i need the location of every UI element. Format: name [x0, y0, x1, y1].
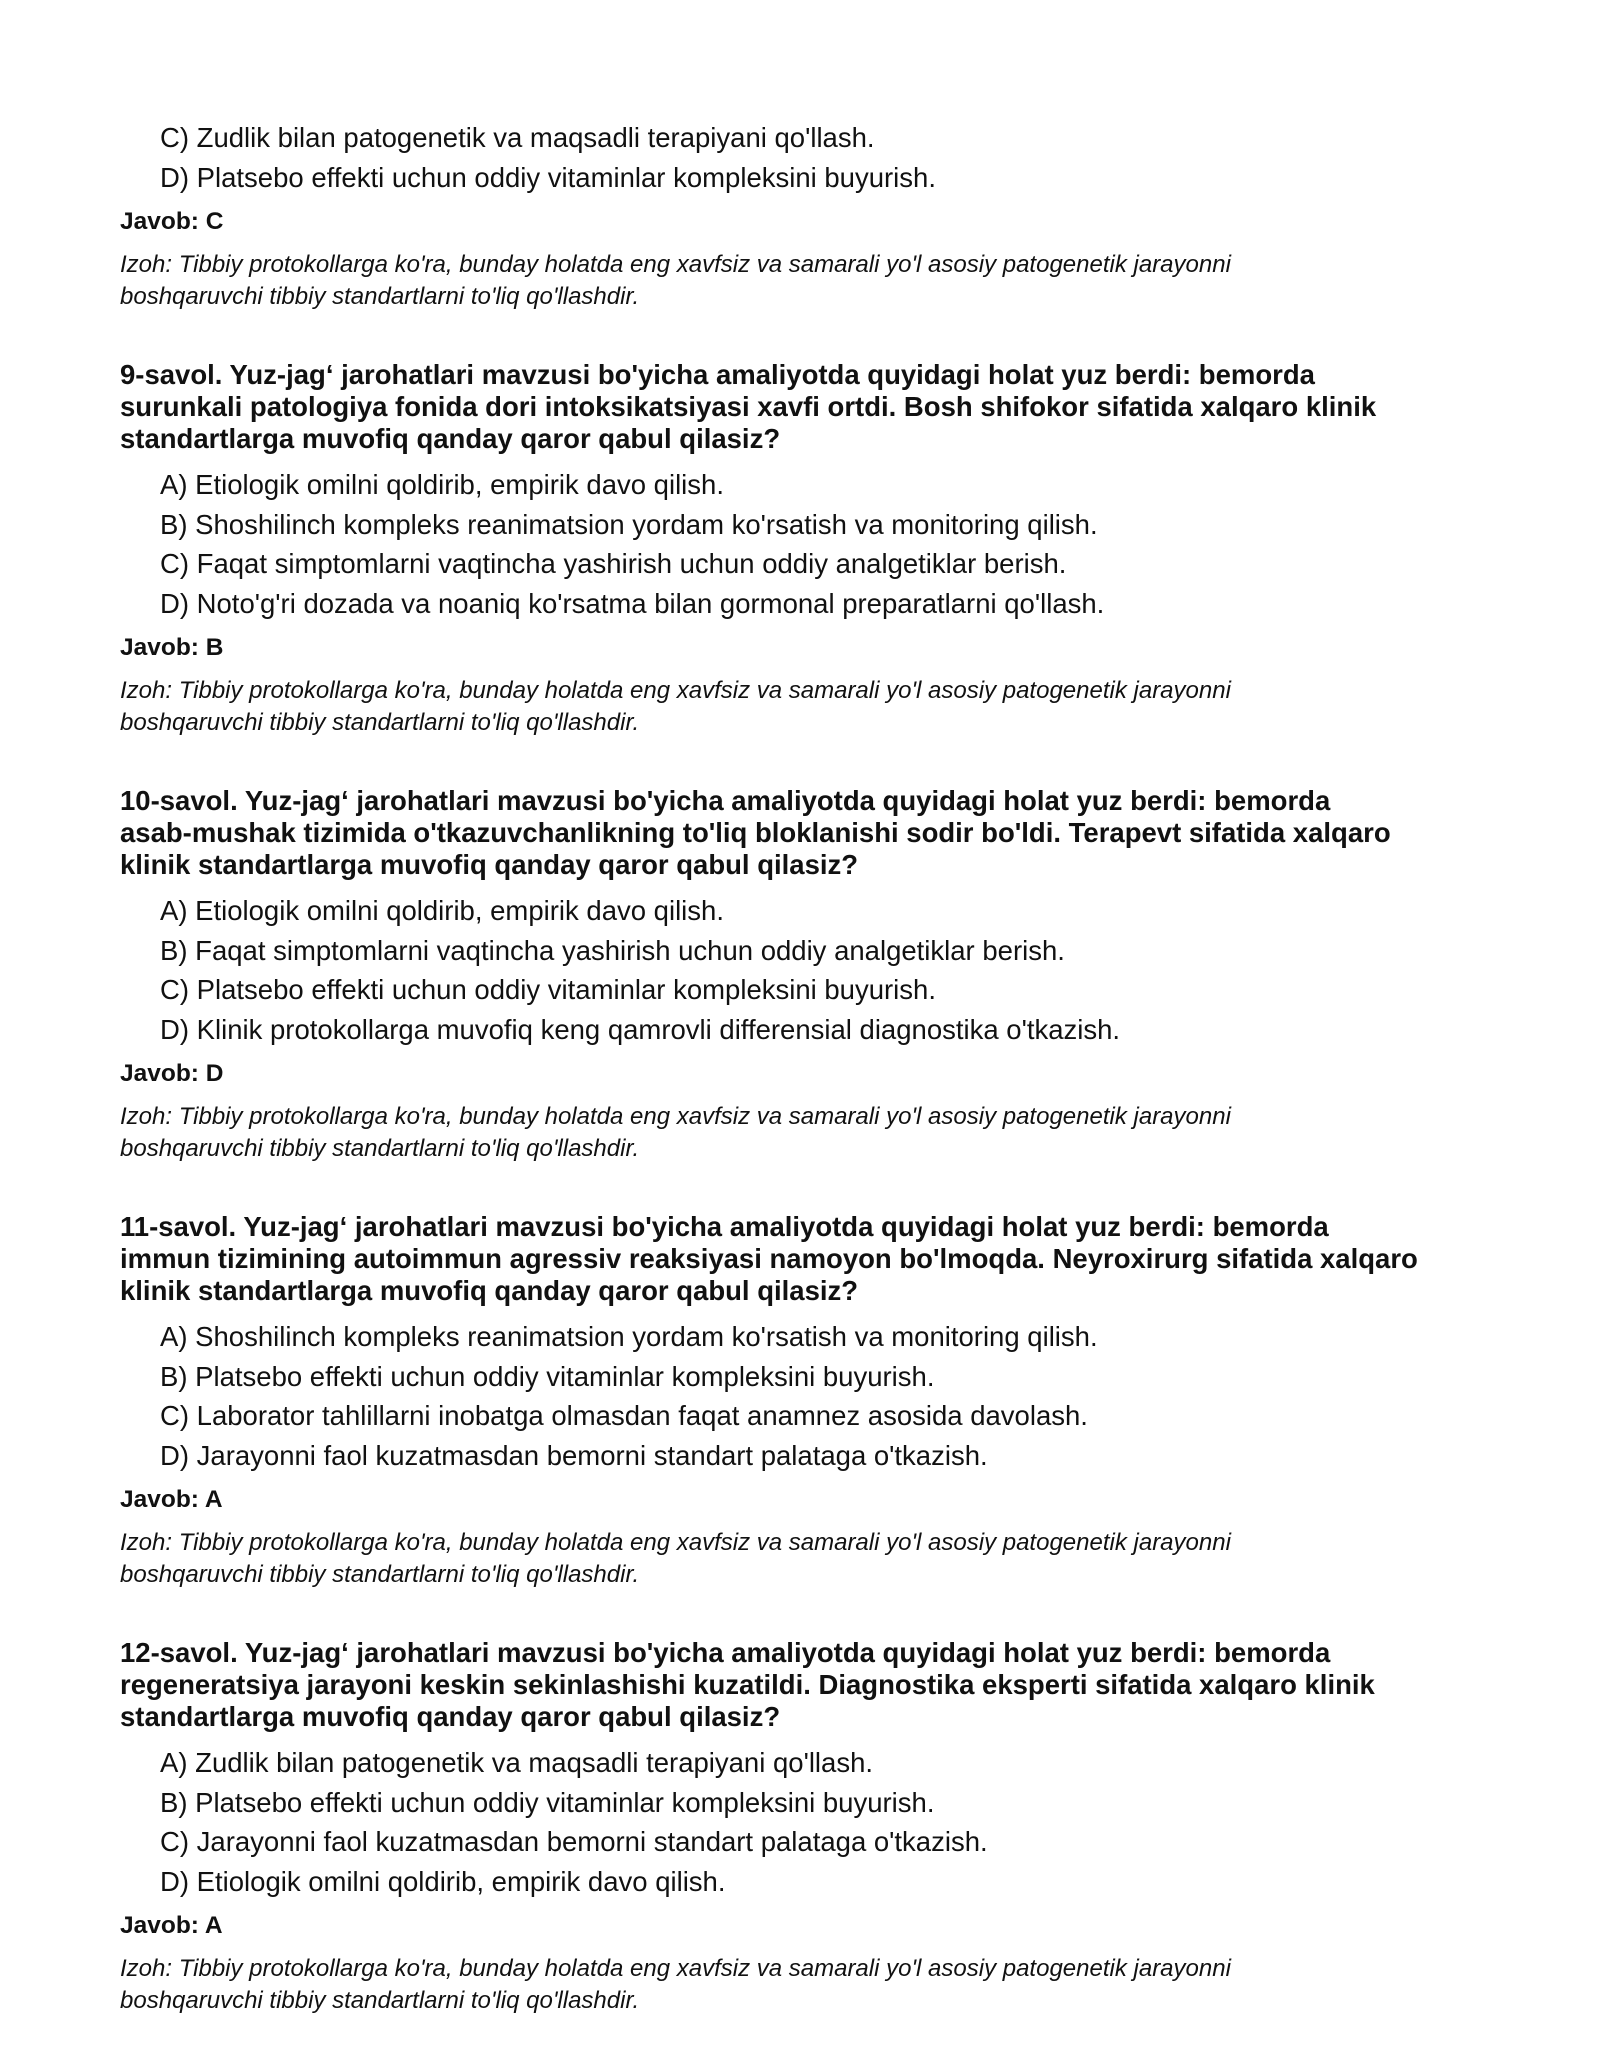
note-line: boshqaruvchi tibbiy standartlarni to'liq qo'llashdir. [120, 283, 640, 310]
option-a: A) Etiologik omilni qoldirib, empirik davo qilish. [160, 895, 724, 926]
explanation-note [120, 675, 1510, 739]
question-text [120, 1637, 1510, 1733]
option-c: C) Faqat simptomlarni vaqtincha yashirish uchun oddiy analgetiklar berish. [160, 548, 1067, 579]
question-line: standartlarga muvofiq qanday qaror qabul qilasiz? [120, 1701, 781, 1732]
answer: Javob: B [120, 634, 224, 661]
answer: Javob: A [120, 1486, 223, 1513]
answer: Javob: C [120, 208, 224, 235]
explanation-note [120, 249, 1510, 313]
option-c: C) Jarayonni faol kuzatmasdan bemorni standart palataga o'tkazish. [160, 1826, 988, 1857]
option-a: A) Zudlik bilan patogenetik va maqsadli terapiyani qo'llash. [160, 1747, 874, 1778]
document-page [120, 118, 1510, 2017]
question-line: surunkali patologiya fonida dori intoksikatsiyasi xavfi ortdi. Bosh shifokor sifatida xalqaro klinik [120, 391, 1377, 422]
question-line: klinik standartlarga muvofiq qanday qaror qabul qilasiz? [120, 1275, 859, 1306]
option-b: B) Platsebo effekti uchun oddiy vitaminlar kompleksini buyurish. [160, 1360, 935, 1392]
question-line: 10-savol. Yuz-jag‘ jarohatlari mavzusi bo'yicha amaliyotda quyidagi holat yuz berdi: bemorda [120, 785, 1331, 816]
note-line: Izoh: Tibbiy protokollarga ko'ra, bunday holatda eng xavfsiz va samarali yo'l asosiy patogenetik jarayonni [120, 251, 1231, 278]
question-line: regeneratsiya jarayoni keskin sekinlashishi kuzatildi. Diagnostika eksperti sifatida xalqaro klinik [120, 1669, 1375, 1700]
question-line: klinik standartlarga muvofiq qanday qaror qabul qilasiz? [120, 849, 859, 880]
option-b: B) Platsebo effekti uchun oddiy vitaminlar kompleksini buyurish. [160, 1786, 935, 1818]
answer: Javob: A [120, 1912, 223, 1939]
option-d: D) Etiologik omilni qoldirib, empirik davo qilish. [160, 1865, 726, 1897]
explanation-note [120, 1953, 1510, 2017]
option-c: C) Zudlik bilan patogenetik va maqsadli terapiyani qo'llash. [160, 122, 875, 153]
option-b: B) Shoshilinch kompleks reanimatsion yordam ko'rsatish va monitoring qilish. [160, 508, 1098, 540]
question-text [120, 785, 1510, 881]
option-b: B) Faqat simptomlarni vaqtincha yashirish uchun oddiy analgetiklar berish. [160, 934, 1065, 966]
note-line: Izoh: Tibbiy protokollarga ko'ra, bunday holatda eng xavfsiz va samarali yo'l asosiy patogenetik jarayonni [120, 1955, 1231, 1982]
question-line: 11-savol. Yuz-jag‘ jarohatlari mavzusi bo'yicha amaliyotda quyidagi holat yuz berdi: bemorda [120, 1211, 1329, 1242]
question-block-10 [120, 785, 1510, 1165]
note-line: boshqaruvchi tibbiy standartlarni to'liq qo'llashdir. [120, 1987, 640, 2014]
answer: Javob: D [120, 1060, 224, 1087]
question-line: 9-savol. Yuz-jag‘ jarohatlari mavzusi bo'yicha amaliyotda quyidagi holat yuz berdi: bemorda [120, 359, 1315, 390]
question-text [120, 359, 1510, 455]
option-a: A) Etiologik omilni qoldirib, empirik davo qilish. [160, 469, 724, 500]
question-line: standartlarga muvofiq qanday qaror qabul qilasiz? [120, 423, 781, 454]
question-line: immun tizimining autoimmun agressiv reaksiyasi namoyon bo'lmoqda. Neyroxirurg sifatida xalqaro [120, 1243, 1418, 1274]
option-d: D) Platsebo effekti uchun oddiy vitaminlar kompleksini buyurish. [160, 161, 936, 193]
question-block-8 [120, 118, 1510, 313]
note-line: boshqaruvchi tibbiy standartlarni to'liq qo'llashdir. [120, 1561, 640, 1588]
question-line: asab-mushak tizimida o'tkazuvchanlikning to'liq bloklanishi sodir bo'ldi. Terapevt sifatida xalqaro [120, 817, 1391, 848]
note-line: Izoh: Tibbiy protokollarga ko'ra, bunday holatda eng xavfsiz va samarali yo'l asosiy patogenetik jarayonni [120, 1103, 1231, 1130]
option-d: D) Jarayonni faol kuzatmasdan bemorni standart palataga o'tkazish. [160, 1439, 988, 1471]
question-line: 12-savol. Yuz-jag‘ jarohatlari mavzusi bo'yicha amaliyotda quyidagi holat yuz berdi: bemorda [120, 1637, 1331, 1668]
option-c: C) Platsebo effekti uchun oddiy vitaminlar kompleksini buyurish. [160, 974, 936, 1005]
note-line: Izoh: Tibbiy protokollarga ko'ra, bunday holatda eng xavfsiz va samarali yo'l asosiy patogenetik jarayonni [120, 677, 1231, 704]
question-block-12 [120, 1637, 1510, 2017]
option-d: D) Noto'g'ri dozada va noaniq ko'rsatma bilan gormonal preparatlarni qo'llash. [160, 587, 1105, 619]
note-line: boshqaruvchi tibbiy standartlarni to'liq qo'llashdir. [120, 709, 640, 736]
explanation-note [120, 1101, 1510, 1165]
question-text [120, 1211, 1510, 1307]
option-c: C) Laborator tahlillarni inobatga olmasdan faqat anamnez asosida davolash. [160, 1400, 1088, 1431]
question-block-11 [120, 1211, 1510, 1591]
option-a: A) Shoshilinch kompleks reanimatsion yordam ko'rsatish va monitoring qilish. [160, 1321, 1098, 1352]
explanation-note [120, 1527, 1510, 1591]
note-line: Izoh: Tibbiy protokollarga ko'ra, bunday holatda eng xavfsiz va samarali yo'l asosiy patogenetik jarayonni [120, 1529, 1231, 1556]
option-d: D) Klinik protokollarga muvofiq keng qamrovli differensial diagnostika o'tkazish. [160, 1013, 1121, 1045]
question-block-9 [120, 359, 1510, 739]
note-line: boshqaruvchi tibbiy standartlarni to'liq qo'llashdir. [120, 1135, 640, 1162]
